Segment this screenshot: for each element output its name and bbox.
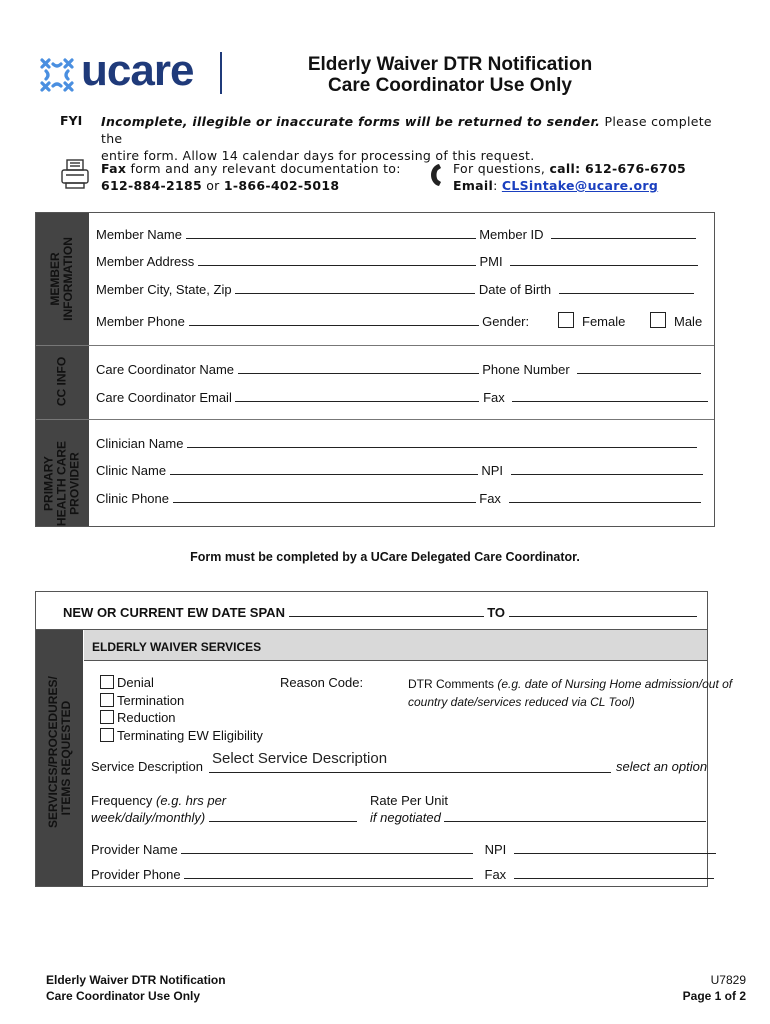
member-name-label: Member Name [96, 227, 182, 242]
cc-phone-label: Phone Number [482, 362, 570, 377]
cc-fax-field[interactable] [512, 390, 708, 402]
logo-divider [220, 52, 222, 94]
provider-phone-label: Provider Phone [91, 867, 181, 882]
divider [36, 345, 714, 346]
divider [36, 419, 714, 420]
email-label: Email [453, 178, 494, 193]
terminating-ew-option[interactable] [100, 727, 263, 745]
clinic-phone-label: Clinic Phone [96, 491, 169, 506]
city-state-zip-label: Member City, State, Zip [96, 282, 232, 297]
clinician-field[interactable] [187, 436, 697, 448]
clinic-phone-row [96, 491, 701, 506]
fyi-text [101, 113, 731, 164]
member-address-label: Member Address [96, 254, 195, 269]
rate-field[interactable] [444, 810, 706, 822]
rate-label: Rate Per Unit [370, 793, 449, 808]
footer-title: Elderly Waiver DTR Notification [46, 973, 226, 987]
male-label: Male [674, 314, 703, 329]
terminating-ew-label: Terminating EW Eligibility [117, 727, 263, 743]
female-checkbox[interactable] [558, 312, 574, 328]
phone-icon [428, 162, 444, 188]
fax-number-2: 1-866-402-5018 [223, 178, 340, 193]
clinic-name-field[interactable] [170, 463, 478, 475]
fyi-text-2: entire form. Allow 14 calendar days for processing of this request. [101, 148, 535, 163]
clinician-row [96, 436, 697, 451]
fax-or: or [201, 178, 224, 193]
frequency-hint-1: (e.g. hrs per [156, 793, 227, 808]
provider-phone-row [91, 867, 714, 882]
terminating-ew-checkbox[interactable] [100, 728, 114, 742]
date-span-end-field[interactable] [509, 605, 697, 617]
clinic-fax-field[interactable] [509, 491, 701, 503]
dtr-type-checkboxes [100, 674, 263, 744]
fyi-label: FYI [60, 113, 83, 128]
dtr-comments-label: DTR Comments [408, 677, 495, 691]
member-phone-row [96, 314, 529, 329]
provider-phone-field[interactable] [184, 867, 473, 879]
clinic-fax-label: Fax [479, 491, 501, 506]
cc-email-label: Care Coordinator Email [96, 390, 232, 405]
ew-services-heading: ELDERLY WAIVER SERVICES [92, 640, 262, 654]
city-state-zip-field[interactable] [235, 282, 475, 294]
service-description-label: Service Description [91, 759, 203, 774]
termination-label: Termination [117, 692, 185, 708]
dob-label: Date of Birth [478, 282, 552, 297]
dtr-comments-hint-2: country date/services reduced via CL Tool) [408, 695, 635, 709]
fax-label: Fax [101, 161, 127, 176]
delegated-notice: Form must be completed by a UCare Delegated Care Coordinator. [190, 550, 580, 564]
email-link[interactable]: CLSintake@ucare.org [501, 178, 659, 193]
cc-name-field[interactable] [238, 362, 479, 374]
provider-name-label: Provider Name [91, 842, 178, 857]
clinic-name-label: Clinic Name [96, 463, 167, 478]
fax-number-1: 612-884-2185 [101, 178, 202, 193]
reduction-option[interactable] [100, 709, 263, 727]
frequency-field-group [91, 792, 357, 826]
services-sidebar-label: SERVICES/PROCEDURES/ ITEMS REQUESTED [46, 676, 73, 828]
member-name-row [96, 227, 696, 242]
page-number: Page 1 of 2 [682, 989, 746, 1003]
gender-label: Gender: [482, 314, 530, 329]
select-option-hint: select an option [616, 759, 708, 774]
denial-option[interactable] [100, 674, 263, 692]
member-name-field[interactable] [186, 227, 476, 239]
pmi-field[interactable] [510, 254, 698, 266]
denial-label: Denial [117, 675, 154, 690]
ucare-logo [36, 46, 226, 100]
cc-info-sidebar-label: CC INFO [54, 356, 69, 407]
service-description-value: Select Service Description [212, 750, 388, 767]
title-line-2: Care Coordinator Use Only [328, 75, 572, 96]
member-address-row [96, 254, 698, 269]
member-city-row [96, 282, 694, 297]
questions-text: For questions, [453, 161, 550, 176]
dtr-comments-hint-1: (e.g. date of Nursing Home admission/out of [494, 677, 733, 691]
reason-code-label: Reason Code: [280, 675, 364, 690]
member-info-sidebar-label: MEMBER INFORMATION [48, 237, 75, 321]
pmi-label: PMI [479, 254, 503, 269]
questions-call: call: 612-676-6705 [549, 161, 686, 176]
clinic-npi-label: NPI [481, 463, 503, 478]
cc-phone-field[interactable] [577, 362, 701, 374]
fax-instructions [101, 160, 401, 194]
cc-fax-label: Fax [483, 390, 505, 405]
member-phone-label: Member Phone [96, 314, 185, 329]
date-span-label: NEW OR CURRENT EW DATE SPAN [63, 605, 285, 620]
provider-name-field[interactable] [181, 842, 473, 854]
termination-option[interactable] [100, 692, 263, 710]
divider [84, 660, 707, 661]
clinic-phone-field[interactable] [173, 491, 476, 503]
phcp-sidebar-label: PRIMARY HEALTH CARE PROVIDER [41, 440, 82, 527]
cc-name-label: Care Coordinator Name [96, 362, 235, 377]
date-span-start-field[interactable] [289, 605, 484, 617]
reduction-checkbox[interactable] [100, 710, 114, 724]
member-phone-field[interactable] [189, 314, 479, 326]
footer-left [46, 972, 226, 1004]
questions-info [453, 160, 686, 194]
date-span-row [63, 605, 697, 620]
frequency-field[interactable] [209, 810, 357, 822]
date-span-to-label: TO [487, 605, 506, 620]
member-id-label: Member ID [479, 227, 544, 242]
clinic-npi-field[interactable] [511, 463, 703, 475]
fyi-text-1: Please complete the [101, 114, 712, 146]
fyi-warning: Incomplete, illegible or inaccurate forms will be returned to sender. [101, 114, 601, 129]
ucare-logo-icon [36, 54, 78, 96]
logo-wordmark: ucare [81, 46, 194, 95]
provider-fax-field[interactable] [514, 867, 714, 879]
provider-name-row [91, 842, 716, 857]
provider-npi-field[interactable] [514, 842, 716, 854]
denial-checkbox[interactable] [100, 675, 114, 689]
cc-name-row [96, 362, 701, 377]
fax-text: form and any relevant documentation to: [126, 161, 401, 176]
frequency-hint-2: week/daily/monthly) [91, 810, 206, 825]
member-id-field[interactable] [551, 227, 696, 239]
frequency-label: Frequency [91, 793, 157, 808]
termination-checkbox[interactable] [100, 693, 114, 707]
male-checkbox[interactable] [650, 312, 666, 328]
form-code: U7829 [710, 973, 746, 987]
clinician-label: Clinician Name [96, 436, 184, 451]
email-sep: : [493, 178, 502, 193]
female-label: Female [582, 314, 626, 329]
reduction-label: Reduction [117, 710, 176, 725]
rate-field-group [370, 792, 706, 826]
provider-fax-label: Fax [484, 867, 507, 882]
clinic-name-row [96, 463, 703, 478]
dob-field[interactable] [559, 282, 694, 294]
footer-subtitle: Care Coordinator Use Only [46, 989, 201, 1003]
cc-email-field[interactable] [235, 390, 479, 402]
form-title [240, 54, 660, 96]
member-address-field[interactable] [198, 254, 476, 266]
title-line-1: Elderly Waiver DTR Notification [307, 54, 593, 75]
cc-email-row [96, 390, 708, 405]
footer-right [683, 972, 746, 1004]
fax-icon [60, 158, 90, 190]
service-description-select[interactable] [209, 748, 611, 773]
provider-npi-label: NPI [484, 842, 507, 857]
if-negotiated-hint: if negotiated [370, 810, 441, 825]
dtr-comments [408, 675, 732, 711]
